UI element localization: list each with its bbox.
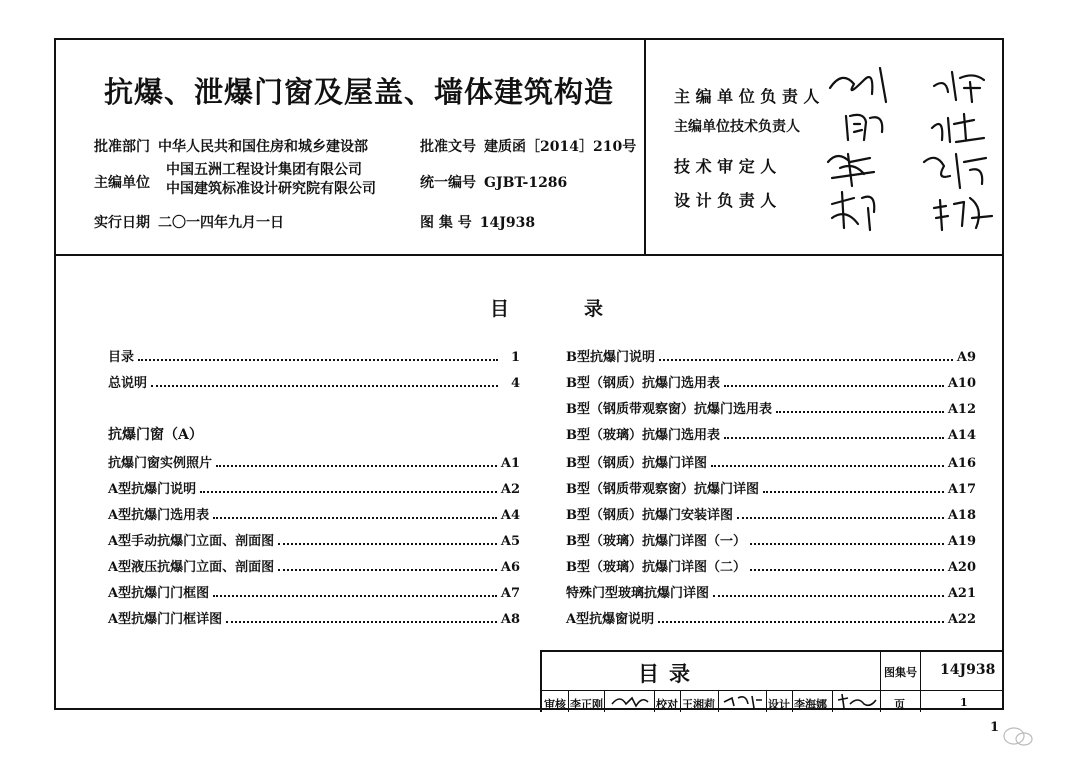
toc-item: [566, 398, 976, 418]
review-name: 李正刚: [570, 698, 603, 711]
page-label: 页: [894, 698, 905, 711]
title-block-line: [920, 652, 921, 712]
toc-title-left: 目: [490, 298, 510, 320]
toc-item: [566, 608, 976, 628]
toc-item-page: A17: [947, 482, 976, 497]
toc-item-label: 抗爆门窗实例照片: [108, 456, 213, 471]
toc-item: [566, 372, 976, 392]
design-signature: [836, 692, 878, 710]
chief-unit-line2: 中国建筑标准设计研究院有限公司: [166, 181, 376, 197]
chief-unit-value: [166, 161, 376, 199]
toc-item-label: B型抗爆门说明: [566, 350, 655, 365]
toc-leader: [278, 535, 497, 545]
chief-unit-line1: 中国五洲工程设计集团有限公司: [166, 162, 362, 178]
toc-item-label: B型（钢质）抗爆门选用表: [566, 376, 720, 391]
toc-item-label: 特殊门型玻璃抗爆门详图: [566, 586, 710, 601]
title-block-line: [654, 690, 655, 712]
toc-item-label: B型（玻璃）抗爆门详图（一）: [566, 534, 746, 549]
cover-header: [56, 40, 1002, 256]
approval-doc: [420, 136, 636, 156]
approval-doc-value: 建质函［2014］210号: [484, 139, 637, 155]
title-block-line: [568, 690, 569, 712]
title-block-divider: [542, 690, 1004, 691]
approval-dept: [94, 136, 368, 156]
toc-item: [566, 452, 976, 472]
toc-item-page: A5: [500, 534, 520, 549]
toc-leader: [711, 457, 944, 467]
chief-unit-label: 主编单位: [94, 175, 150, 191]
toc-leader: [724, 377, 944, 387]
toc-leader: [213, 587, 497, 597]
toc-item-page: A4: [500, 508, 520, 523]
toc-leader: [213, 509, 497, 519]
review-signature: [610, 692, 650, 710]
toc-item: [566, 556, 976, 576]
toc-item: [108, 504, 520, 524]
toc-item-label: A型抗爆门说明: [108, 482, 197, 497]
atlas-no-value: 14J938: [479, 215, 536, 231]
toc-item-page: A8: [500, 612, 520, 627]
impl-date-value: 二〇一四年九月一日: [158, 215, 284, 231]
toc-item-label: A型抗爆门门框图: [108, 586, 210, 601]
toc-item: [108, 346, 520, 366]
review-label: 审核: [544, 698, 566, 711]
toc-leader: [200, 483, 497, 493]
unified-no: [420, 172, 567, 192]
design-label: 设计: [768, 698, 790, 711]
toc-leader: [151, 377, 498, 387]
toc-item: [566, 530, 976, 550]
drawing-sheet: [54, 38, 1004, 710]
impl-date: [94, 212, 284, 232]
toc-leader: [226, 613, 497, 623]
toc-item: [108, 478, 520, 498]
toc-item-label: B型（钢质带观察窗）抗爆门选用表: [566, 402, 772, 417]
toc-leader: [724, 429, 944, 439]
toc-item-label: A型抗爆门选用表: [108, 508, 210, 523]
title-block-main: 目录: [638, 661, 700, 686]
toc-item: [566, 504, 976, 524]
toc-leader: [750, 561, 944, 571]
toc-leader: [138, 351, 498, 361]
toc-item: [108, 372, 520, 392]
toc-item-label: B型（钢质带观察窗）抗爆门详图: [566, 482, 759, 497]
toc-leader: [658, 613, 944, 623]
role-chief-unit-tech-head: 主编单位技术负责人: [674, 119, 800, 135]
toc-item: [108, 452, 520, 472]
toc-item: [108, 530, 520, 550]
role-chief-unit-head: 主 编 单 位 负 责 人: [674, 87, 820, 106]
toc-item-label: B型（钢质）抗爆门详图: [566, 456, 707, 471]
role-tech-reviewer: 技 术 审 定 人: [674, 157, 777, 176]
toc-item-label: B型（玻璃）抗爆门详图（二）: [566, 560, 746, 575]
toc-item-page: 1: [510, 350, 520, 365]
atlas-title: 抗爆、泄爆门窗及屋盖、墙体建筑构造: [104, 75, 615, 109]
toc-leader: [278, 561, 497, 571]
toc-item: [566, 478, 976, 498]
atlas-no-label: 图 集 号: [420, 215, 472, 231]
toc-item-page: A1: [500, 456, 520, 471]
toc-item-label: 总说明: [108, 376, 148, 391]
toc-section-a: 抗爆门窗（A）: [108, 427, 203, 443]
toc-title-right: 录: [584, 298, 604, 320]
check-signature: [722, 692, 764, 710]
toc-item-page: A12: [947, 402, 976, 417]
wechat-watermark-icon: [1000, 724, 1036, 748]
check-label: 校对: [656, 698, 678, 711]
title-block-line: [832, 690, 833, 712]
toc-item-label: B型（玻璃）抗爆门选用表: [566, 428, 720, 443]
title-block-line: [680, 690, 681, 712]
impl-date-label: 实行日期: [94, 215, 150, 231]
toc-leader: [776, 403, 944, 413]
toc-item: [108, 582, 520, 602]
toc-leader: [737, 509, 944, 519]
toc-item-label: B型（钢质）抗爆门安装详图: [566, 508, 733, 523]
role-design-lead: 设 计 负 责 人: [674, 191, 777, 210]
toc-item-page: A22: [947, 612, 976, 627]
toc-item-label: A型抗爆窗说明: [566, 612, 655, 627]
toc-leader: [659, 351, 953, 361]
handwritten-signatures: [824, 58, 999, 238]
toc-item-page: A9: [956, 350, 976, 365]
toc-item-label: A型抗爆门门框详图: [108, 612, 223, 627]
toc-item-page: A14: [947, 428, 976, 443]
toc-item-page: A6: [500, 560, 520, 575]
unified-no-label: 统一编号: [420, 175, 476, 191]
toc-item-page: A20: [947, 560, 976, 575]
toc-item-label: A型手动抗爆门立面、剖面图: [108, 534, 275, 549]
toc-item-page: A2: [500, 482, 520, 497]
toc-item-page: A7: [500, 586, 520, 601]
page-number: 1: [990, 720, 1000, 735]
toc-item: [108, 556, 520, 576]
approval-dept-value: 中华人民共和国住房和城乡建设部: [158, 139, 368, 155]
toc-item: [108, 608, 520, 628]
toc-leader: [750, 535, 944, 545]
toc-item-label: A型液压抗爆门立面、剖面图: [108, 560, 275, 575]
toc-item-page: 4: [510, 376, 520, 391]
title-block: [540, 650, 1004, 712]
toc-leader: [216, 457, 497, 467]
approval-doc-label: 批准文号: [420, 139, 476, 155]
toc-item-page: A18: [947, 508, 976, 523]
approval-dept-label: 批准部门: [94, 139, 150, 155]
toc-item-page: A19: [947, 534, 976, 549]
title-block-atlas-label: 图集号: [884, 666, 917, 679]
title-block-line: [766, 690, 767, 712]
toc-item-page: A21: [947, 586, 976, 601]
title-block-line: [880, 652, 881, 712]
toc-leader: [713, 587, 944, 597]
title-block-line: [792, 690, 793, 712]
toc-item: [566, 582, 976, 602]
header-divider: [644, 40, 646, 254]
toc-item: [566, 424, 976, 444]
toc-leader: [763, 483, 944, 493]
atlas-no: [420, 212, 535, 232]
title-block-line: [604, 690, 605, 712]
unified-no-value: GJBT-1286: [484, 175, 568, 191]
toc-item-page: A10: [947, 376, 976, 391]
page-value: 1: [960, 696, 968, 709]
toc-item: [566, 346, 976, 366]
check-name: 王湘莉: [682, 698, 715, 711]
title-block-atlas-value: 14J938: [940, 662, 996, 678]
toc-item-label: 目录: [108, 350, 135, 365]
toc-item-page: A16: [947, 456, 976, 471]
design-name: 李海娜: [794, 698, 827, 711]
title-block-line: [718, 690, 719, 712]
